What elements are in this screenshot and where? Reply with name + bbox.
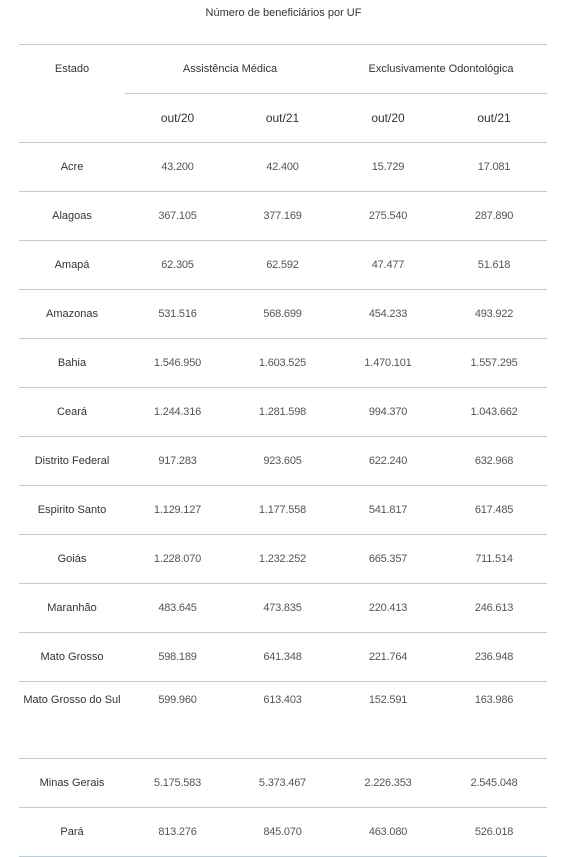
row-value: 15.729 xyxy=(335,143,441,192)
row-state: Goiás xyxy=(19,535,125,584)
row-value: 1.244.316 xyxy=(125,388,230,437)
row-value: 163.986 xyxy=(441,682,547,759)
table-row xyxy=(19,682,547,759)
row-value: 923.605 xyxy=(230,437,335,486)
row-state: Acre xyxy=(19,143,125,192)
row-value: 2.226.353 xyxy=(335,759,441,808)
header-state-spacer xyxy=(19,94,125,143)
row-value: 62.305 xyxy=(125,241,230,290)
row-state: Mato Grosso xyxy=(19,633,125,682)
row-value: 813.276 xyxy=(125,808,230,857)
row-state: Distrito Federal xyxy=(19,437,125,486)
row-value: 220.413 xyxy=(335,584,441,633)
row-value: 1.232.252 xyxy=(230,535,335,584)
table-row xyxy=(19,633,547,682)
table-row xyxy=(19,437,547,486)
row-value: 17.081 xyxy=(441,143,547,192)
table-row xyxy=(19,584,547,633)
header-period: out/20 xyxy=(335,94,441,143)
row-value: 1.603.525 xyxy=(230,339,335,388)
row-state: Ceará xyxy=(19,388,125,437)
row-value: 51.618 xyxy=(441,241,547,290)
header-period: out/21 xyxy=(441,94,547,143)
row-value: 5.175.583 xyxy=(125,759,230,808)
row-state: Amazonas xyxy=(19,290,125,339)
row-value: 622.240 xyxy=(335,437,441,486)
row-value: 275.540 xyxy=(335,192,441,241)
row-value: 994.370 xyxy=(335,388,441,437)
row-value: 483.645 xyxy=(125,584,230,633)
row-value: 1.043.662 xyxy=(441,388,547,437)
table-caption: Número de beneficiários por UF xyxy=(205,7,362,19)
table-row xyxy=(19,535,547,584)
row-value: 599.960 xyxy=(125,682,230,759)
row-value: 42.400 xyxy=(230,143,335,192)
header-state: Estado xyxy=(19,45,125,94)
row-value: 493.922 xyxy=(441,290,547,339)
row-state: Amapá xyxy=(19,241,125,290)
row-state: Bahia xyxy=(19,339,125,388)
row-value: 1.470.101 xyxy=(335,339,441,388)
row-value: 246.613 xyxy=(441,584,547,633)
row-value: 2.545.048 xyxy=(441,759,547,808)
table-row xyxy=(19,241,547,290)
row-value: 711.514 xyxy=(441,535,547,584)
row-state: Mato Grosso do Sul xyxy=(19,682,125,759)
row-value: 43.200 xyxy=(125,143,230,192)
row-value: 531.516 xyxy=(125,290,230,339)
row-value: 641.348 xyxy=(230,633,335,682)
table-row xyxy=(19,808,547,857)
table-subheader-row xyxy=(19,94,547,143)
table-header-row xyxy=(19,45,547,94)
row-state: Maranhão xyxy=(19,584,125,633)
row-value: 377.169 xyxy=(230,192,335,241)
header-period: out/20 xyxy=(125,94,230,143)
header-period: out/21 xyxy=(230,94,335,143)
row-value: 463.080 xyxy=(335,808,441,857)
row-value: 454.233 xyxy=(335,290,441,339)
row-value: 617.485 xyxy=(441,486,547,535)
row-value: 1.228.070 xyxy=(125,535,230,584)
row-value: 5.373.467 xyxy=(230,759,335,808)
row-value: 473.835 xyxy=(230,584,335,633)
beneficiaries-table xyxy=(19,44,547,857)
row-state: Minas Gerais xyxy=(19,759,125,808)
row-value: 152.591 xyxy=(335,682,441,759)
row-value: 541.817 xyxy=(335,486,441,535)
row-value: 1.177.558 xyxy=(230,486,335,535)
table-row xyxy=(19,339,547,388)
row-value: 367.105 xyxy=(125,192,230,241)
header-exclusivamente-odontologica: Exclusivamente Odontológica xyxy=(335,45,547,94)
header-assistencia-medica: Assistência Médica xyxy=(125,45,335,94)
row-value: 47.477 xyxy=(335,241,441,290)
table-row xyxy=(19,143,547,192)
row-value: 1.546.950 xyxy=(125,339,230,388)
row-value: 568.699 xyxy=(230,290,335,339)
row-value: 665.357 xyxy=(335,535,441,584)
table-row xyxy=(19,486,547,535)
table-row xyxy=(19,192,547,241)
row-value: 917.283 xyxy=(125,437,230,486)
row-value: 221.764 xyxy=(335,633,441,682)
table-row xyxy=(19,290,547,339)
row-value: 62.592 xyxy=(230,241,335,290)
row-state: Pará xyxy=(19,808,125,857)
row-value: 236.948 xyxy=(441,633,547,682)
row-value: 526.018 xyxy=(441,808,547,857)
row-value: 632.968 xyxy=(441,437,547,486)
table-body xyxy=(19,143,547,857)
row-value: 1.281.598 xyxy=(230,388,335,437)
row-state: Espirito Santo xyxy=(19,486,125,535)
row-value: 845.070 xyxy=(230,808,335,857)
row-value: 287.890 xyxy=(441,192,547,241)
row-value: 613.403 xyxy=(230,682,335,759)
table-row xyxy=(19,388,547,437)
table-row xyxy=(19,759,547,808)
row-value: 1.129.127 xyxy=(125,486,230,535)
row-value: 598.189 xyxy=(125,633,230,682)
row-value: 1.557.295 xyxy=(441,339,547,388)
row-state: Alagoas xyxy=(19,192,125,241)
